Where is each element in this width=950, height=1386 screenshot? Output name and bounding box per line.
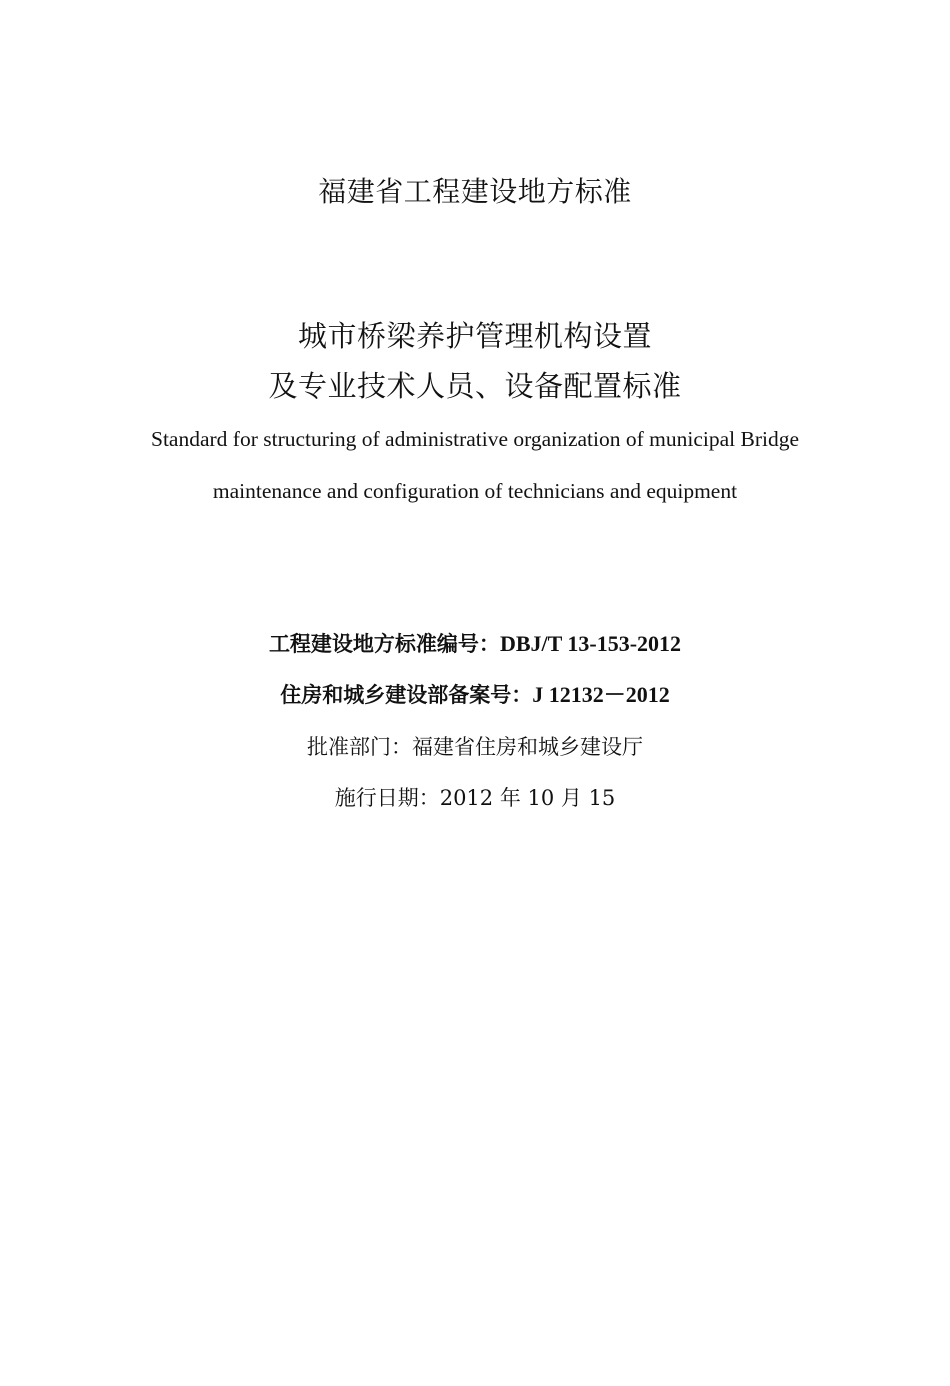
standard-number-label: 工程建设地方标准编号： [268,631,500,656]
record-number-line [0,679,950,711]
standard-series-heading: 福建省工程建设地方标准 [318,175,632,208]
document-title-en-line-2: maintenance and configuration of technicians and equipment [212,479,738,503]
record-number-label: 住房和城乡建设部备案号： [280,682,533,707]
effective-date-text: 施行日期：2012 年 10 月 15 [334,786,616,810]
document-title-zh-line-1: 城市桥梁养护管理机构设置 [297,319,652,353]
record-number-value: J 12132－2012 [532,682,670,707]
document-title-en-line-1: Standard for structuring of administrative organization of municipal Bridge [150,427,800,451]
document-title-zh-line-2: 及专业技术人员、设备配置标准 [268,369,682,403]
approval-department-line [0,731,950,763]
standard-number-line [0,628,950,660]
approval-department-text: 批准部门：福建省住房和城乡建设厅 [307,735,643,759]
standard-number-value: DBJ/T 13-153-2012 [499,631,682,656]
effective-date-line [0,782,950,814]
